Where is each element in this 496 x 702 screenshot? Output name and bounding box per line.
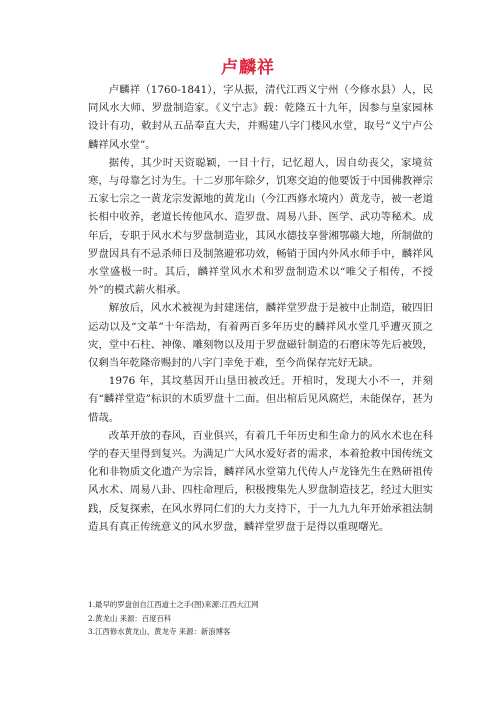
paragraph: 解放后，风水术被视为封建迷信，麟祥堂罗盘于是被中止制造，破四旧运动以及“文革”十年浩劫，有着两百多年历史的麟祥风水堂几乎遭灭顶之灾，堂中石柱、神像、雕刻物以及用于罗盘磁针制造的石磨床等先后被毁，仅剩当年乾隆帝赐封的八字门幸免于难，至今尚保存完好无缺。 [88, 302, 433, 370]
paragraph: 1976 年，其坟墓因开山垦田被改迁。开棺时，发现大小不一，并刻有“麟祥堂造”标识的木质罗盘十二面。但出棺后见风腐烂，未能保存，甚为惜哉。 [88, 375, 433, 424]
reference-item: 3.江西修水黄龙山、黄龙寺 来源：新浪博客 [88, 627, 231, 636]
paragraph: 改革开放的春风，百业俱兴，有着几千年历史和生命力的风水术也在科学的春天里得到复兴。为满足广大风水爱好者的需求，本着抢救中国传统文化和非物质文化遗产为宗旨，麟祥风水堂第九代传人卢龙锋先生在熟研祖传风水术、周易八卦、四柱命理后，积极搜集先人罗盘制造技艺，经过大胆实践，反复探索，在风水界同仁们的大力支持下，于一九九九年开始承祖法制造具有真正传统意义的风水罗盘，麟祥堂罗盘于是得以重现曙光。 [88, 429, 433, 533]
page-title: 卢麟祥 [221, 58, 275, 78]
reference-item: 1.最早的罗盘创自江西道士之手(图)来源:江西大江网 [88, 600, 259, 609]
references-list [88, 598, 433, 639]
reference-item: 2.黄龙山 来源：百度百科 [88, 613, 172, 623]
paragraph: 卢麟祥（1760-1841），字从振，清代江西义宁州（今修水县）人，民同风水大师、罗盘制造家。《义宁志》载：乾隆五十九年，因参与皇家园林设计有功，敕封从五品奉直大夫，并赐建八字门楼风水堂，取号“义宁卢公麟祥风水堂”。 [88, 84, 433, 151]
paragraph: 据传，其少时天资聪颖，一目十行，记忆超人，因自幼丧父，家境贫寒，与母靠乞讨为生。十二岁那年除夕，饥寒交迫的他要饭于中国佛教禅宗五家七宗之一黄龙宗发源地的黄龙山（今江西修水境内）黄龙寺，被一老道长相中收养，老道长传他风水、造罗盘、周易八卦、医学、武功等秘术。成年后，专职于风水术与罗盘制造业，其风水德技享誉湘鄂赣大地，所制做的罗盘因具有不忌杀师日及制煞避邪功效，畅销于国内外风水师手中，麟祥风水堂盛极一时。其后，麟祥堂风水术和罗盘制造术以“唯父子相传，不授外”的模式薪火相承。 [88, 156, 433, 297]
article-body [88, 81, 433, 536]
